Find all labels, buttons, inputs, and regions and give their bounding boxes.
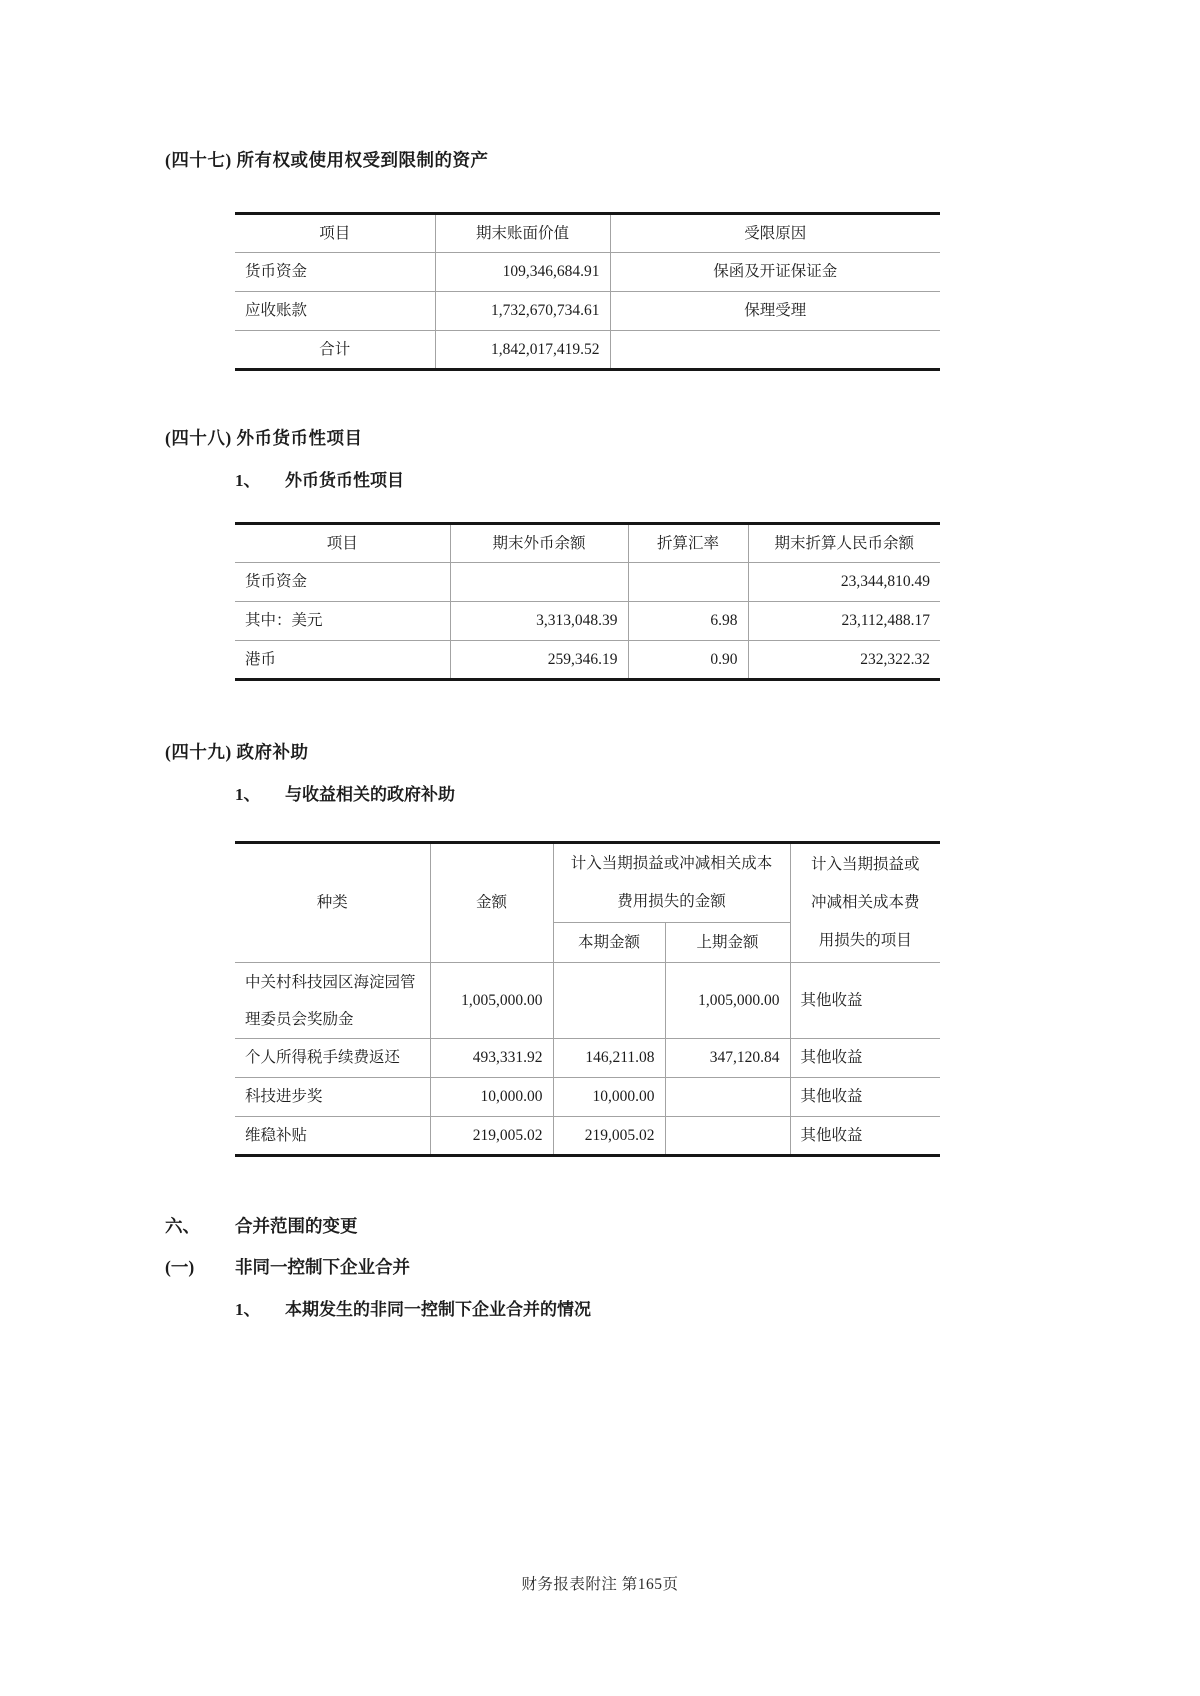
cell-project: 其他收益 xyxy=(790,1039,940,1078)
cell-project: 其他收益 xyxy=(790,1117,940,1156)
subheading-number: 1、 xyxy=(235,785,261,804)
foreign-currency-table xyxy=(235,522,940,681)
cell-prior xyxy=(665,1078,790,1117)
table-header-row xyxy=(235,524,940,563)
section-6-1-heading xyxy=(165,1254,1200,1279)
cell-foreign xyxy=(450,563,628,602)
page-footer: 财务报表附注 第165页 xyxy=(521,1576,679,1593)
cell-project: 其他收益 xyxy=(790,1078,940,1117)
table-row xyxy=(235,292,940,331)
col-rmb-balance: 期末折算人民币余额 xyxy=(748,524,940,563)
table-row xyxy=(235,963,940,1039)
table-row xyxy=(235,563,940,602)
cell-type: 维稳补贴 xyxy=(235,1117,430,1156)
table-header-row xyxy=(235,214,940,253)
subheading-label: 与收益相关的政府补助 xyxy=(285,785,455,804)
restricted-assets-table xyxy=(235,212,940,371)
col-group-line2: 费用损失的金额 xyxy=(617,893,726,910)
col-current-amount: 本期金额 xyxy=(553,923,665,963)
cell-reason: 保理受理 xyxy=(610,292,940,331)
col-group-line1: 计入当期损益或冲减相关成本 xyxy=(570,855,773,872)
col-type: 种类 xyxy=(235,843,430,963)
table-row-total xyxy=(235,331,940,370)
section-6-heading xyxy=(165,1213,1200,1238)
section-48-subheading xyxy=(235,466,1200,491)
cell-foreign: 259,346.19 xyxy=(450,641,628,680)
cell-prior: 1,005,000.00 xyxy=(665,963,790,1039)
table-row xyxy=(235,253,940,292)
col-restriction-reason: 受限原因 xyxy=(610,214,940,253)
col-project-line1: 计入当期损益或 xyxy=(811,856,920,873)
cell-reason: 保函及开证保证金 xyxy=(610,253,940,292)
cell-rate: 0.90 xyxy=(628,641,748,680)
col-ending-book-value: 期末账面价值 xyxy=(435,214,610,253)
cell-current: 146,211.08 xyxy=(553,1039,665,1078)
cell-amount: 219,005.02 xyxy=(430,1117,553,1156)
cell-value: 1,842,017,419.52 xyxy=(435,331,610,370)
section-48-heading: (四十八) 外币货币性项目 xyxy=(165,428,363,448)
cell-item: 港币 xyxy=(235,641,450,680)
cell-item: 货币资金 xyxy=(235,563,450,602)
cell-type: 科技进步奖 xyxy=(235,1078,430,1117)
table-row xyxy=(235,641,940,680)
cell-rmb: 23,344,810.49 xyxy=(748,563,940,602)
cell-project: 其他收益 xyxy=(790,963,940,1039)
cell-rmb: 23,112,488.17 xyxy=(748,602,940,641)
cell-amount: 10,000.00 xyxy=(430,1078,553,1117)
cell-current: 10,000.00 xyxy=(553,1078,665,1117)
col-exchange-rate: 折算汇率 xyxy=(628,524,748,563)
cell-current: 219,005.02 xyxy=(553,1117,665,1156)
cell-foreign: 3,313,048.39 xyxy=(450,602,628,641)
cell-rate: 6.98 xyxy=(628,602,748,641)
cell-rmb: 232,322.32 xyxy=(748,641,940,680)
col-project-line3: 用损失的项目 xyxy=(818,932,912,949)
section-number: 1、 xyxy=(235,1300,261,1319)
col-amount: 金额 xyxy=(430,843,553,963)
cell-value: 109,346,684.91 xyxy=(435,253,610,292)
col-project-line2: 冲减相关成本费 xyxy=(811,894,920,911)
section-number: (一) xyxy=(165,1257,195,1277)
cell-item: 应收账款 xyxy=(235,292,435,331)
cell-item: 货币资金 xyxy=(235,253,435,292)
col-item: 项目 xyxy=(235,214,435,253)
section-49-subheading xyxy=(235,780,1200,805)
cell-amount: 1,005,000.00 xyxy=(430,963,553,1039)
cell-current xyxy=(553,963,665,1039)
cell-prior xyxy=(665,1117,790,1156)
table-row xyxy=(235,1078,940,1117)
table-row xyxy=(235,1117,940,1156)
section-number: 六、 xyxy=(165,1216,200,1236)
government-grants-table xyxy=(235,841,940,1157)
subheading-label: 外币货币性项目 xyxy=(285,471,404,490)
col-group-recognized-amount xyxy=(553,843,790,923)
cell-value: 1,732,670,734.61 xyxy=(435,292,610,331)
cell-item: 合计 xyxy=(235,331,435,370)
section-6-1-1-heading xyxy=(235,1295,1200,1320)
cell-type: 个人所得税手续费返还 xyxy=(235,1039,430,1078)
table-header-row xyxy=(235,843,940,923)
subheading-number: 1、 xyxy=(235,471,261,490)
cell-item: 其中：美元 xyxy=(235,602,450,641)
cell-amount: 493,331.92 xyxy=(430,1039,553,1078)
table-row xyxy=(235,1039,940,1078)
section-49-heading: (四十九) 政府补助 xyxy=(165,742,309,762)
section-47-heading: (四十七) 所有权或使用权受到限制的资产 xyxy=(165,150,489,170)
cell-type xyxy=(235,963,430,1039)
col-prior-amount: 上期金额 xyxy=(665,923,790,963)
section-label: 本期发生的非同一控制下企业合并的情况 xyxy=(285,1300,591,1319)
cell-prior: 347,120.84 xyxy=(665,1039,790,1078)
table-row xyxy=(235,602,940,641)
cell-reason xyxy=(610,331,940,370)
section-label: 合并范围的变更 xyxy=(235,1216,358,1236)
col-item: 项目 xyxy=(235,524,450,563)
cell-type-text: 中关村科技园区海淀园管理委员会奖励金 xyxy=(245,973,416,1028)
col-recognized-item xyxy=(790,843,940,963)
cell-rate xyxy=(628,563,748,602)
section-label: 非同一控制下企业合并 xyxy=(235,1257,410,1277)
col-foreign-balance: 期末外币余额 xyxy=(450,524,628,563)
